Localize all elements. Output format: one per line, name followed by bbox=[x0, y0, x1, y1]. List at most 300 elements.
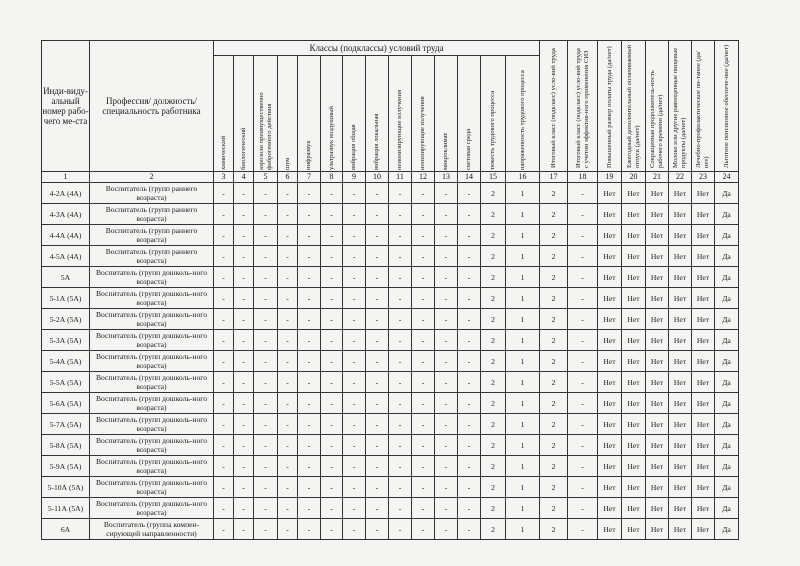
value-cell: - bbox=[234, 267, 254, 288]
value-cell: - bbox=[435, 246, 458, 267]
factor-header-text: биологический bbox=[239, 126, 247, 170]
column-header-text: Льготное пенсионное обеспече-ние (да/нет) bbox=[722, 44, 730, 168]
value-cell: Нет bbox=[622, 246, 646, 267]
value-cell: - bbox=[298, 393, 321, 414]
value-cell: Нет bbox=[692, 351, 715, 372]
value-cell: Нет bbox=[646, 414, 669, 435]
value-cell: - bbox=[412, 267, 435, 288]
factor-header-text: шум bbox=[283, 157, 291, 170]
workplace-number: 4-5А (4А) bbox=[42, 246, 90, 267]
value-cell: Нет bbox=[598, 309, 622, 330]
value-cell: 2 bbox=[540, 435, 568, 456]
value-cell: - bbox=[343, 288, 366, 309]
value-cell: - bbox=[214, 288, 234, 309]
value-cell: - bbox=[412, 414, 435, 435]
value-cell: Да bbox=[715, 393, 739, 414]
value-cell: Нет bbox=[669, 225, 692, 246]
value-cell: Нет bbox=[598, 267, 622, 288]
value-cell: - bbox=[343, 435, 366, 456]
factor-header-7 bbox=[298, 56, 321, 172]
value-cell: - bbox=[254, 372, 278, 393]
value-cell: 1 bbox=[506, 456, 540, 477]
value-cell: 2 bbox=[540, 351, 568, 372]
value-cell: - bbox=[412, 498, 435, 519]
value-cell: 1 bbox=[506, 414, 540, 435]
value-cell: - bbox=[214, 309, 234, 330]
value-cell: - bbox=[389, 225, 412, 246]
value-cell: - bbox=[321, 477, 343, 498]
value-cell: - bbox=[298, 372, 321, 393]
value-cell: Да bbox=[715, 435, 739, 456]
factor-header-text: инфразвук bbox=[305, 139, 312, 170]
profession-cell: Воспитатель (групп дошколь-ного возраста) bbox=[90, 435, 214, 456]
value-cell: 2 bbox=[481, 246, 506, 267]
value-cell: Нет bbox=[622, 456, 646, 477]
workplace-number: 4-3А (4А) bbox=[42, 204, 90, 225]
profession-cell: Воспитатель (групп дошколь-ного возраста) bbox=[90, 477, 214, 498]
value-cell: Да bbox=[715, 498, 739, 519]
value-cell: 2 bbox=[540, 393, 568, 414]
factor-header-6 bbox=[278, 56, 298, 172]
value-cell: Нет bbox=[646, 477, 669, 498]
value-cell: Нет bbox=[692, 519, 715, 540]
value-cell: - bbox=[366, 204, 389, 225]
table-row bbox=[42, 414, 739, 435]
value-cell: - bbox=[366, 225, 389, 246]
column-number: 2 bbox=[90, 172, 214, 183]
value-cell: - bbox=[435, 288, 458, 309]
value-cell: Нет bbox=[622, 393, 646, 414]
value-cell: - bbox=[435, 498, 458, 519]
value-cell: - bbox=[412, 246, 435, 267]
value-cell: Нет bbox=[646, 351, 669, 372]
value-cell: - bbox=[278, 351, 298, 372]
value-cell: - bbox=[435, 225, 458, 246]
factor-header-10 bbox=[366, 56, 389, 172]
factor-header-16 bbox=[506, 56, 540, 172]
value-cell: - bbox=[278, 330, 298, 351]
value-cell: - bbox=[458, 330, 481, 351]
value-cell: - bbox=[389, 498, 412, 519]
table-row bbox=[42, 372, 739, 393]
value-cell: - bbox=[343, 225, 366, 246]
value-cell: 2 bbox=[540, 246, 568, 267]
value-cell: - bbox=[435, 351, 458, 372]
value-cell: - bbox=[343, 246, 366, 267]
column-header-text: Сокращенная продолжитель-ность рабочего времени (да/нет) bbox=[649, 70, 664, 168]
value-cell: - bbox=[568, 393, 598, 414]
value-cell: - bbox=[298, 435, 321, 456]
value-cell: - bbox=[321, 372, 343, 393]
value-cell: Нет bbox=[622, 498, 646, 519]
table-row bbox=[42, 246, 739, 267]
value-cell: 2 bbox=[540, 477, 568, 498]
column-number: 12 bbox=[412, 172, 435, 183]
factor-header-9 bbox=[343, 56, 366, 172]
value-cell: - bbox=[458, 519, 481, 540]
value-cell: Нет bbox=[669, 477, 692, 498]
value-cell: 2 bbox=[540, 456, 568, 477]
value-cell: - bbox=[254, 435, 278, 456]
value-cell: - bbox=[234, 204, 254, 225]
value-cell: - bbox=[278, 519, 298, 540]
value-cell: - bbox=[278, 309, 298, 330]
value-cell: Нет bbox=[669, 393, 692, 414]
value-cell: - bbox=[412, 519, 435, 540]
value-cell: 2 bbox=[481, 288, 506, 309]
value-cell: 2 bbox=[540, 225, 568, 246]
profession-cell: Воспитатель (групп дошколь-ного возраста) bbox=[90, 498, 214, 519]
value-cell: - bbox=[278, 456, 298, 477]
value-cell: 1 bbox=[506, 477, 540, 498]
value-cell: Нет bbox=[692, 246, 715, 267]
table-row bbox=[42, 183, 739, 204]
value-cell: Нет bbox=[692, 288, 715, 309]
value-cell: - bbox=[254, 309, 278, 330]
workplace-number: 5-2А (5А) bbox=[42, 309, 90, 330]
value-cell: - bbox=[254, 183, 278, 204]
column-number: 1 bbox=[42, 172, 90, 183]
value-cell: - bbox=[343, 372, 366, 393]
value-cell: Да bbox=[715, 351, 739, 372]
value-cell: Нет bbox=[622, 288, 646, 309]
value-cell: - bbox=[298, 288, 321, 309]
value-cell: - bbox=[435, 435, 458, 456]
value-cell: - bbox=[234, 456, 254, 477]
value-cell: Да bbox=[715, 246, 739, 267]
value-cell: - bbox=[435, 414, 458, 435]
value-cell: Нет bbox=[692, 435, 715, 456]
value-cell: 1 bbox=[506, 288, 540, 309]
table-row bbox=[42, 288, 739, 309]
value-cell: - bbox=[278, 393, 298, 414]
table-row bbox=[42, 225, 739, 246]
factor-header-text: вибрация общая bbox=[350, 123, 357, 170]
value-cell: - bbox=[435, 519, 458, 540]
value-cell: - bbox=[389, 414, 412, 435]
value-cell: - bbox=[278, 435, 298, 456]
workplace-number: 5-7А (5А) bbox=[42, 414, 90, 435]
value-cell: 2 bbox=[540, 204, 568, 225]
value-cell: - bbox=[458, 414, 481, 435]
value-cell: - bbox=[214, 393, 234, 414]
value-cell: Нет bbox=[692, 477, 715, 498]
column-number: 23 bbox=[692, 172, 715, 183]
value-cell: - bbox=[458, 393, 481, 414]
value-cell: - bbox=[568, 414, 598, 435]
value-cell: Нет bbox=[598, 330, 622, 351]
value-cell: - bbox=[214, 498, 234, 519]
value-cell: - bbox=[254, 204, 278, 225]
value-cell: - bbox=[366, 477, 389, 498]
value-cell: Нет bbox=[669, 372, 692, 393]
value-cell: Нет bbox=[646, 183, 669, 204]
value-cell: Нет bbox=[692, 498, 715, 519]
column-number: 6 bbox=[278, 172, 298, 183]
value-cell: - bbox=[458, 477, 481, 498]
value-cell: Да bbox=[715, 309, 739, 330]
value-cell: - bbox=[458, 498, 481, 519]
value-cell: - bbox=[412, 330, 435, 351]
value-cell: - bbox=[458, 456, 481, 477]
value-cell: - bbox=[254, 393, 278, 414]
workplace-number-header: Инди-виду-альный номер рабо-чего ме-ста bbox=[42, 41, 90, 172]
value-cell: Нет bbox=[669, 309, 692, 330]
value-cell: - bbox=[278, 498, 298, 519]
value-cell: - bbox=[568, 246, 598, 267]
value-cell: - bbox=[298, 414, 321, 435]
value-cell: - bbox=[389, 246, 412, 267]
value-cell: Нет bbox=[646, 393, 669, 414]
table-row bbox=[42, 477, 739, 498]
table-row bbox=[42, 435, 739, 456]
column-number: 15 bbox=[481, 172, 506, 183]
factor-header-text: тяжесть трудового процесса bbox=[489, 90, 496, 170]
profession-cell: Воспитатель (групп дошколь-ного возраста) bbox=[90, 393, 214, 414]
value-cell: - bbox=[214, 477, 234, 498]
value-cell: Нет bbox=[669, 351, 692, 372]
value-cell: - bbox=[458, 309, 481, 330]
value-cell: 2 bbox=[540, 519, 568, 540]
value-cell: 1 bbox=[506, 246, 540, 267]
value-cell: - bbox=[254, 246, 278, 267]
value-cell: Да bbox=[715, 519, 739, 540]
value-cell: Нет bbox=[598, 435, 622, 456]
value-cell: - bbox=[298, 309, 321, 330]
factor-header-text: химический bbox=[219, 135, 227, 170]
value-cell: - bbox=[435, 372, 458, 393]
value-cell: - bbox=[366, 414, 389, 435]
value-cell: Нет bbox=[622, 225, 646, 246]
table-row bbox=[42, 456, 739, 477]
value-cell: - bbox=[234, 351, 254, 372]
value-cell: - bbox=[389, 204, 412, 225]
workplace-number: 5-9А (5А) bbox=[42, 456, 90, 477]
value-cell: - bbox=[214, 204, 234, 225]
value-cell: - bbox=[366, 498, 389, 519]
value-cell: Нет bbox=[692, 204, 715, 225]
value-cell: 1 bbox=[506, 183, 540, 204]
value-cell: - bbox=[343, 414, 366, 435]
workplace-number: 5-11А (5А) bbox=[42, 498, 90, 519]
column-number: 10 bbox=[366, 172, 389, 183]
value-cell: - bbox=[298, 330, 321, 351]
factor-header-text: ультразвук воздушный bbox=[327, 105, 335, 170]
value-cell: - bbox=[298, 246, 321, 267]
value-cell: Нет bbox=[598, 414, 622, 435]
value-cell: Нет bbox=[669, 288, 692, 309]
value-cell: - bbox=[321, 330, 343, 351]
value-cell: - bbox=[568, 519, 598, 540]
value-cell: - bbox=[234, 309, 254, 330]
column-header-23 bbox=[692, 41, 715, 172]
value-cell: Нет bbox=[646, 519, 669, 540]
value-cell: - bbox=[389, 393, 412, 414]
value-cell: - bbox=[389, 351, 412, 372]
header-row-top bbox=[42, 41, 739, 56]
workplace-number: 4-2А (4А) bbox=[42, 183, 90, 204]
value-cell: - bbox=[214, 351, 234, 372]
value-cell: - bbox=[254, 414, 278, 435]
value-cell: 1 bbox=[506, 309, 540, 330]
factor-header-3 bbox=[214, 56, 234, 172]
value-cell: Нет bbox=[669, 414, 692, 435]
value-cell: - bbox=[458, 183, 481, 204]
value-cell: Нет bbox=[622, 183, 646, 204]
value-cell: 2 bbox=[481, 414, 506, 435]
factor-header-12 bbox=[412, 56, 435, 172]
workplace-number: 5-5А (5А) bbox=[42, 372, 90, 393]
value-cell: - bbox=[343, 330, 366, 351]
value-cell: - bbox=[366, 246, 389, 267]
value-cell: - bbox=[321, 393, 343, 414]
value-cell: Нет bbox=[646, 267, 669, 288]
value-cell: - bbox=[389, 456, 412, 477]
value-cell: - bbox=[568, 267, 598, 288]
value-cell: 2 bbox=[481, 519, 506, 540]
value-cell: Да bbox=[715, 183, 739, 204]
value-cell: - bbox=[298, 498, 321, 519]
value-cell: Нет bbox=[692, 183, 715, 204]
value-cell: - bbox=[412, 372, 435, 393]
classes-group-header: Классы (подклассы) условий труда bbox=[214, 41, 540, 56]
value-cell: - bbox=[321, 414, 343, 435]
factor-header-8 bbox=[321, 56, 343, 172]
profession-cell: Воспитатель (групп дошколь-ного возраста) bbox=[90, 309, 214, 330]
value-cell: Нет bbox=[692, 414, 715, 435]
value-cell: Нет bbox=[646, 246, 669, 267]
value-cell: - bbox=[254, 498, 278, 519]
value-cell: 2 bbox=[540, 288, 568, 309]
value-cell: 2 bbox=[481, 351, 506, 372]
value-cell: - bbox=[389, 183, 412, 204]
value-cell: Нет bbox=[622, 330, 646, 351]
profession-cell: Воспитатель (групп раннего возраста) bbox=[90, 183, 214, 204]
value-cell: - bbox=[458, 225, 481, 246]
value-cell: - bbox=[458, 288, 481, 309]
value-cell: - bbox=[234, 225, 254, 246]
value-cell: - bbox=[278, 477, 298, 498]
factor-header-text: напряженность трудового процесса bbox=[518, 69, 526, 170]
value-cell: Нет bbox=[669, 183, 692, 204]
column-header-19 bbox=[598, 41, 622, 172]
value-cell: - bbox=[343, 204, 366, 225]
value-cell: Нет bbox=[646, 435, 669, 456]
factor-header-text: микроклимат bbox=[442, 132, 449, 170]
value-cell: Нет bbox=[692, 330, 715, 351]
value-cell: - bbox=[458, 246, 481, 267]
value-cell: Нет bbox=[598, 456, 622, 477]
value-cell: - bbox=[568, 330, 598, 351]
value-cell: - bbox=[389, 288, 412, 309]
value-cell: - bbox=[568, 456, 598, 477]
value-cell: Нет bbox=[598, 351, 622, 372]
value-cell: Нет bbox=[646, 372, 669, 393]
value-cell: - bbox=[321, 288, 343, 309]
value-cell: - bbox=[254, 477, 278, 498]
table-row bbox=[42, 309, 739, 330]
value-cell: 2 bbox=[481, 477, 506, 498]
value-cell: - bbox=[366, 183, 389, 204]
value-cell: 1 bbox=[506, 435, 540, 456]
value-cell: Нет bbox=[669, 456, 692, 477]
value-cell: 1 bbox=[506, 267, 540, 288]
table-row bbox=[42, 330, 739, 351]
value-cell: - bbox=[343, 393, 366, 414]
value-cell: 1 bbox=[506, 330, 540, 351]
profession-cell: Воспитатель (групп дошколь-ного возраста) bbox=[90, 330, 214, 351]
value-cell: - bbox=[366, 330, 389, 351]
workplace-number: 5-4А (5А) bbox=[42, 351, 90, 372]
value-cell: - bbox=[321, 246, 343, 267]
value-cell: - bbox=[234, 477, 254, 498]
profession-cell: Воспитатель (групп раннего возраста) bbox=[90, 204, 214, 225]
value-cell: 2 bbox=[481, 330, 506, 351]
value-cell: 2 bbox=[481, 225, 506, 246]
column-number: 16 bbox=[506, 172, 540, 183]
workplace-number: 5-10А (5А) bbox=[42, 477, 90, 498]
value-cell: Да bbox=[715, 267, 739, 288]
profession-cell: Воспитатель (групп дошколь-ного возраста) bbox=[90, 351, 214, 372]
value-cell: - bbox=[366, 456, 389, 477]
value-cell: Нет bbox=[622, 435, 646, 456]
value-cell: - bbox=[278, 246, 298, 267]
value-cell: Нет bbox=[692, 225, 715, 246]
value-cell: - bbox=[389, 267, 412, 288]
column-numbers-row bbox=[42, 172, 739, 183]
table-row bbox=[42, 498, 739, 519]
value-cell: - bbox=[298, 267, 321, 288]
value-cell: - bbox=[321, 456, 343, 477]
scan-edge-marks bbox=[40, 541, 750, 551]
table-row bbox=[42, 519, 739, 540]
value-cell: Да bbox=[715, 372, 739, 393]
value-cell: Нет bbox=[692, 309, 715, 330]
profession-cell: Воспитатель (групп раннего возраста) bbox=[90, 246, 214, 267]
value-cell: - bbox=[254, 351, 278, 372]
value-cell: - bbox=[234, 414, 254, 435]
value-cell: - bbox=[366, 393, 389, 414]
value-cell: Нет bbox=[669, 519, 692, 540]
column-number: 19 bbox=[598, 172, 622, 183]
value-cell: Нет bbox=[669, 267, 692, 288]
value-cell: - bbox=[343, 309, 366, 330]
value-cell: 2 bbox=[540, 183, 568, 204]
value-cell: Нет bbox=[622, 414, 646, 435]
value-cell: - bbox=[321, 183, 343, 204]
value-cell: Нет bbox=[598, 393, 622, 414]
value-cell: Нет bbox=[669, 498, 692, 519]
value-cell: - bbox=[366, 435, 389, 456]
value-cell: - bbox=[389, 519, 412, 540]
value-cell: Да bbox=[715, 414, 739, 435]
profession-cell: Воспитатель (групп дошколь-ного возраста) bbox=[90, 288, 214, 309]
factor-header-text: вибрация локальная bbox=[373, 113, 380, 170]
column-number: 5 bbox=[254, 172, 278, 183]
value-cell: - bbox=[568, 288, 598, 309]
value-cell: - bbox=[568, 183, 598, 204]
column-header-17 bbox=[540, 41, 568, 172]
value-cell: - bbox=[366, 372, 389, 393]
value-cell: Да bbox=[715, 204, 739, 225]
column-header-24 bbox=[715, 41, 739, 172]
value-cell: - bbox=[278, 414, 298, 435]
column-header-18 bbox=[568, 41, 598, 172]
workplace-number: 5А bbox=[42, 267, 90, 288]
value-cell: - bbox=[366, 309, 389, 330]
value-cell: Нет bbox=[692, 456, 715, 477]
workplace-number: 5-8А (5А) bbox=[42, 435, 90, 456]
